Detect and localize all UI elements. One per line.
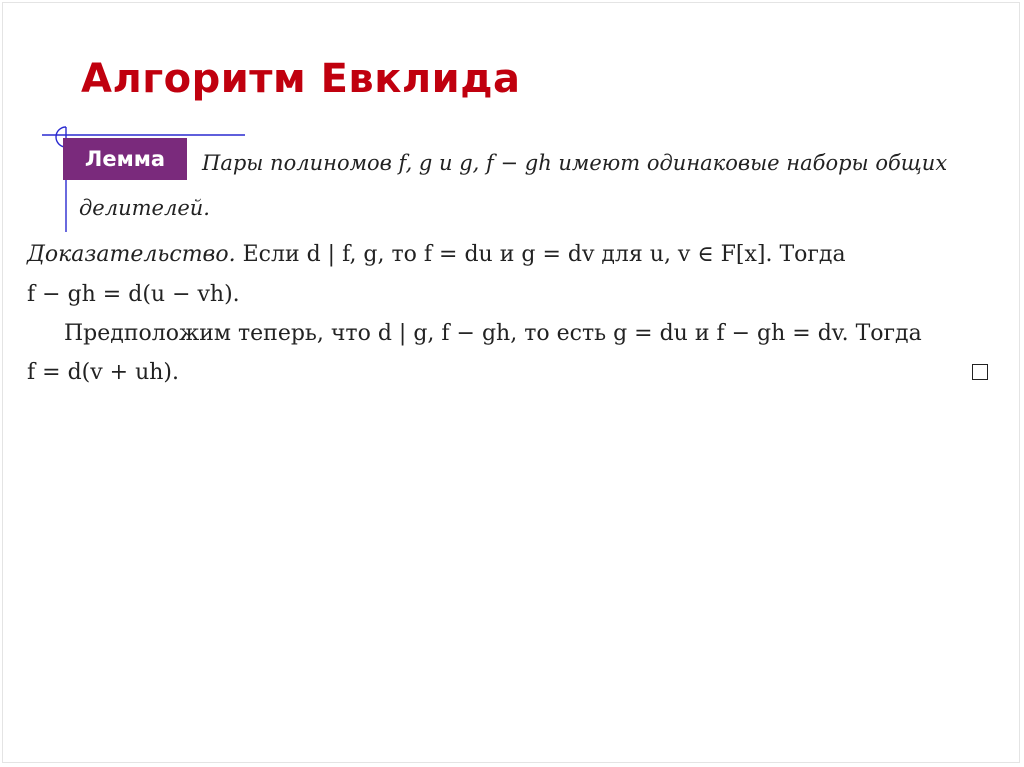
- qed-square-icon: [972, 364, 988, 380]
- lemma-text-line-2: делителей.: [79, 196, 210, 220]
- lemma-label: Лемма: [63, 138, 187, 180]
- proof-line-1: [27, 240, 846, 270]
- lemma-text-line-1: Пары полиномов f, g и g, f − gh имеют одинаковые наборы общих: [202, 151, 948, 175]
- proof-line-2: f − gh = d(u − vh).: [27, 282, 240, 307]
- proof-line-4: f = d(v + uh).: [27, 360, 179, 385]
- slide-title: Алгоритм Евклида: [81, 56, 521, 102]
- proof-heading: Доказательство.: [27, 242, 236, 267]
- proof-line-1-text: Если d | f, g, то f = du и g = dv для u, v ∈ F[x]. Тогда: [235, 242, 846, 267]
- proof-line-3: Предположим теперь, что d | g, f − gh, то есть g = du и f − gh = dv. Тогда: [64, 321, 922, 346]
